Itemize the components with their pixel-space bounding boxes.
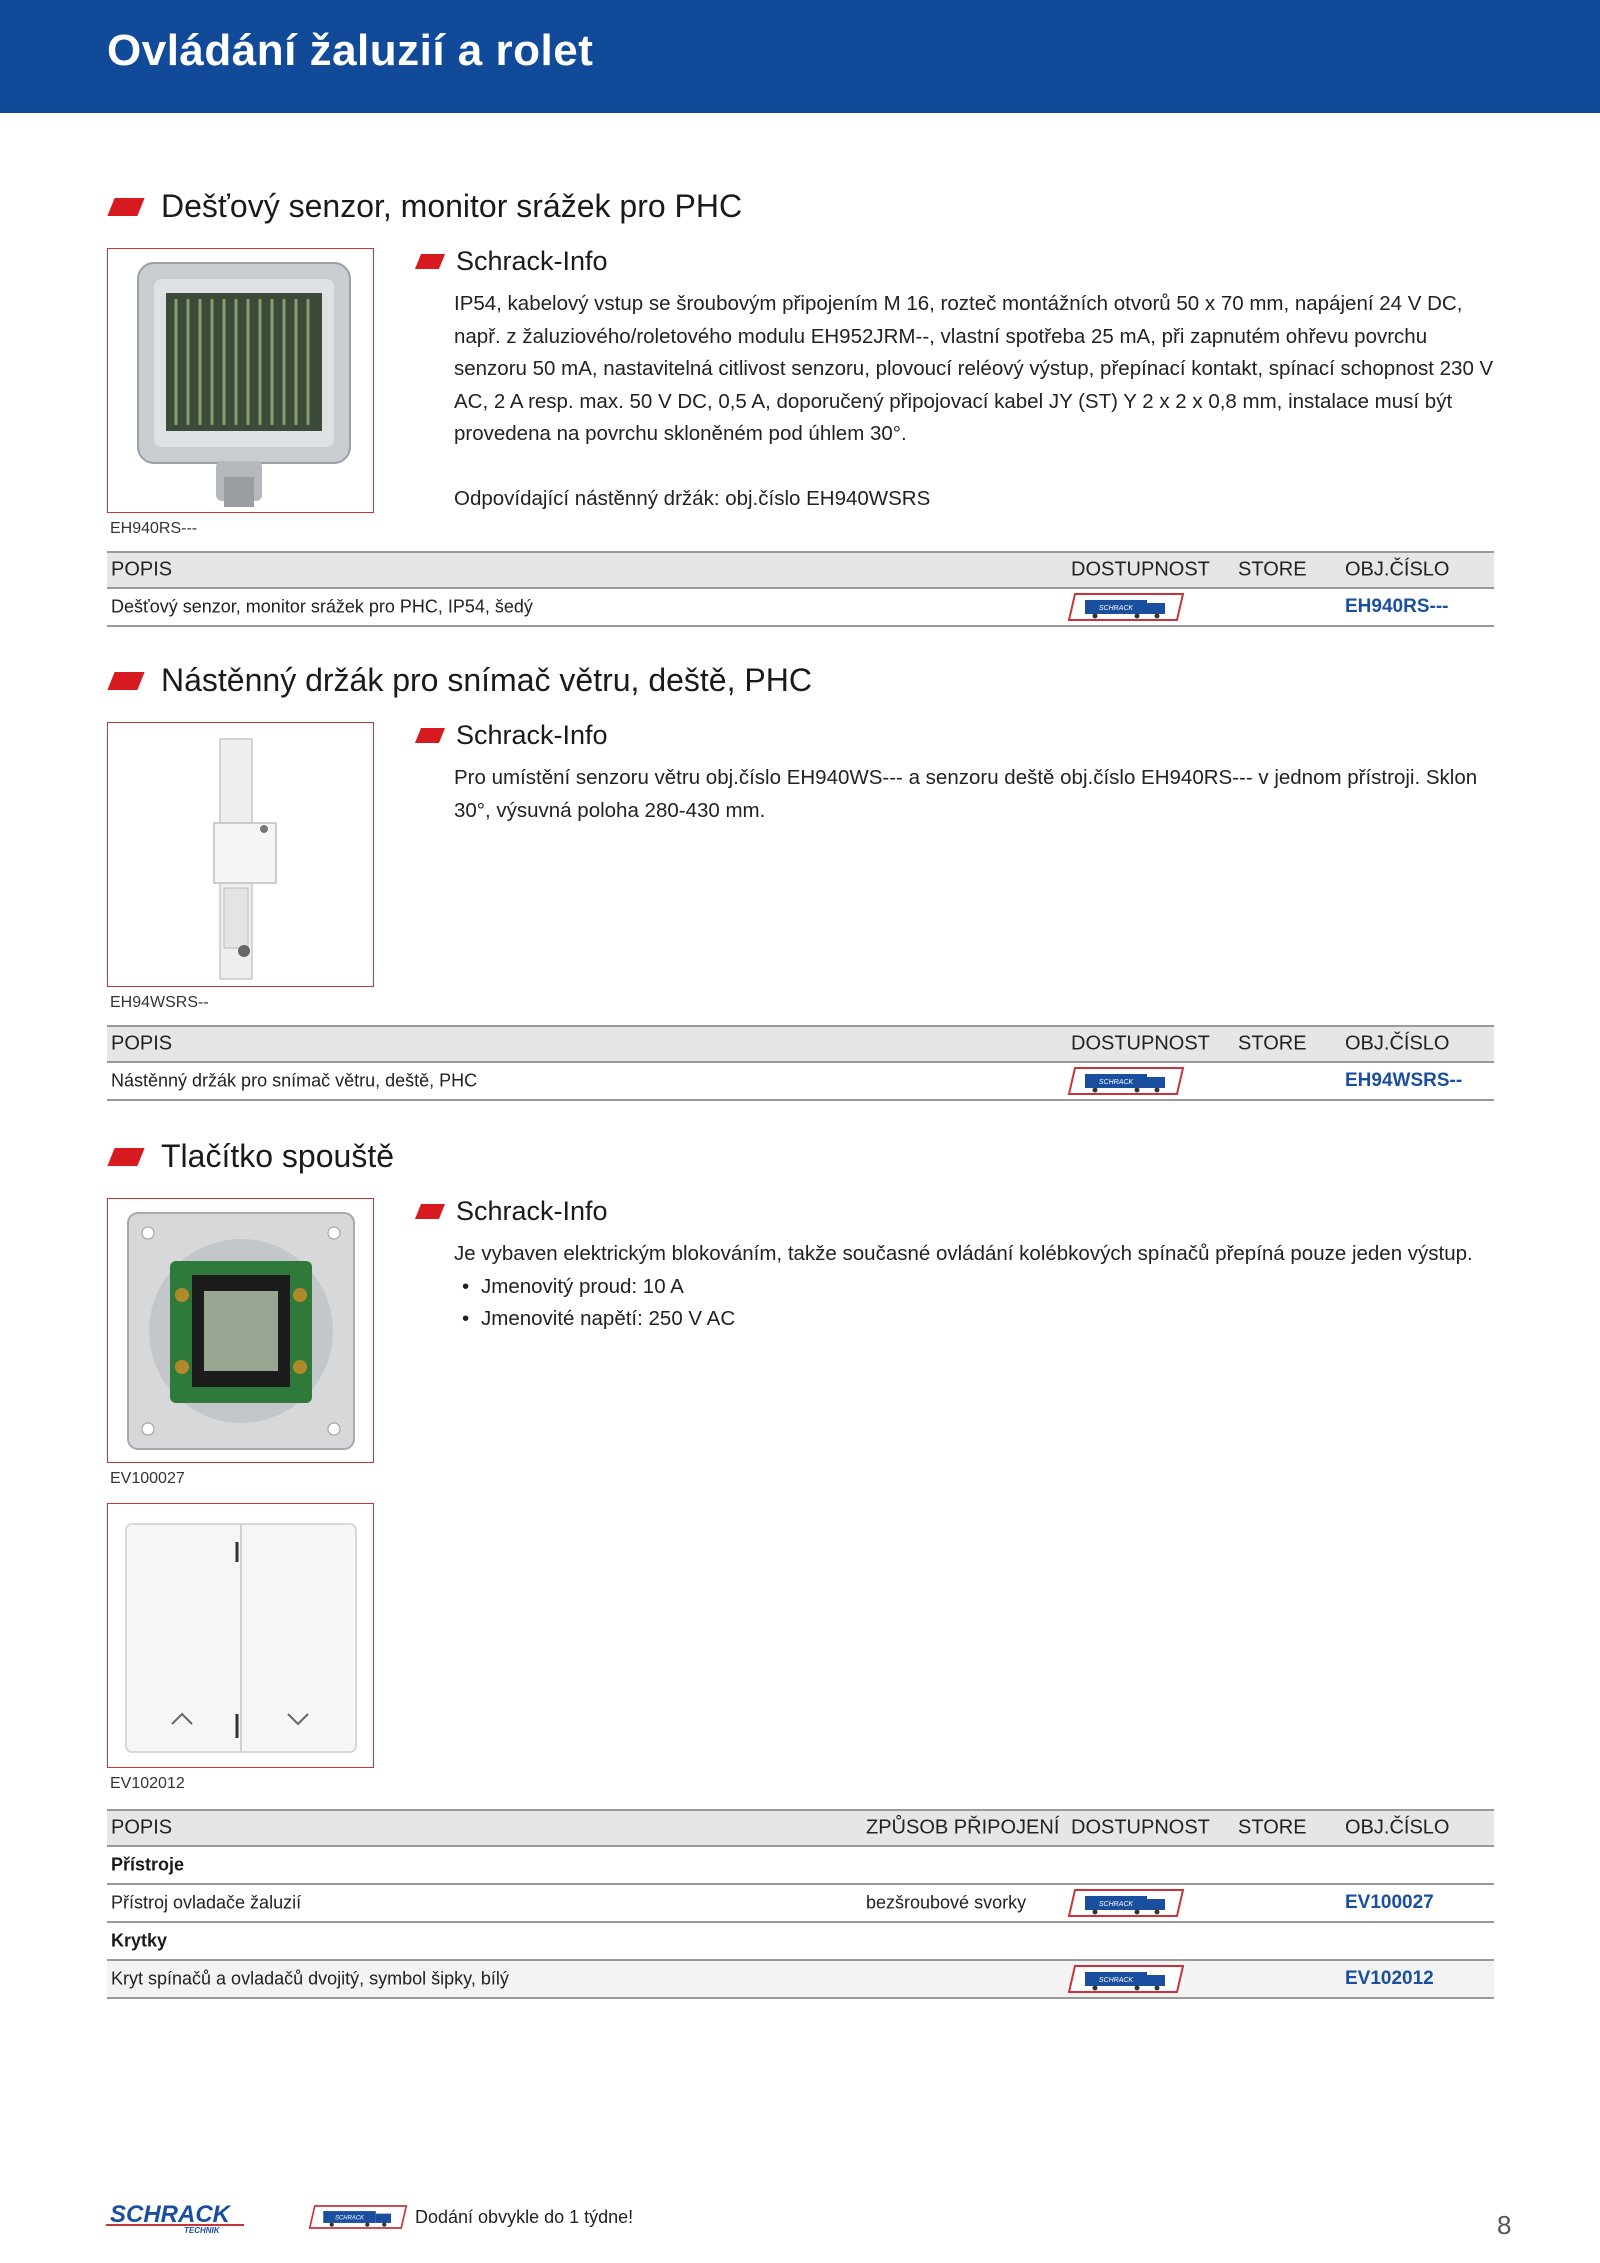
row-zpusob: bezšroubové svorky (866, 1892, 1027, 1913)
order-number-link[interactable]: EV102012 (1345, 1968, 1434, 1989)
product-image-switch-cover (107, 1503, 374, 1768)
group-label: Přístroje (111, 1854, 185, 1875)
switch-cover-image (108, 1504, 374, 1768)
order-number-link[interactable]: EH940RS--- (1345, 596, 1449, 617)
info-text (454, 288, 1494, 515)
rain-sensor-image (108, 249, 374, 513)
image-caption: EV102012 (110, 1775, 185, 1792)
wall-holder-image (108, 723, 374, 987)
schrack-info-title (414, 246, 608, 277)
section-title-rain-sensor (107, 188, 742, 225)
image-caption: EV100027 (110, 1470, 185, 1487)
red-marker-icon (107, 672, 144, 690)
truck-label: SCHRACK (1098, 1977, 1134, 1984)
info-paragraph: Pro umístění senzoru větru obj.číslo EH940WS--- a senzoru deště obj.číslo EH940RS--- v jednom přístroji. Sklon 30°, výsuvná poloha 280-430 mm. (454, 766, 1478, 822)
table-row (107, 1961, 1494, 1999)
product-table-trigger-button (107, 1809, 1494, 1999)
switch-insert-image (108, 1199, 374, 1463)
col-header-popis: POPIS (111, 558, 173, 581)
order-number-link[interactable]: EV100027 (1345, 1892, 1434, 1913)
col-header-zpusob: ZPŮSOB PŘIPOJENÍ (866, 1816, 1060, 1839)
info-paragraph: IP54, kabelový vstup se šroubovým připojením M 16, rozteč montážních otvorů 50 x 70 mm, napájení 24 V DC, např. z žaluziového/roletového modulu EH952JRM--, vlastní spotřeba 25 mA, při zapnutém ohřevu povrchu senzoru 50 mA, nastavitelná citlivost senzoru, plovoucí reléový výstup, přepínací kontakt, spínací schopnost 230 V AC, 2 A resp. max. 50 V DC, 0,5 A, doporučený připojovací kabel JY (ST) Y 2 x 2 x 0,8 mm, instalace musí být provedena na povrchu skloněném pod úhlem 30°. (454, 292, 1494, 445)
table-row (107, 1885, 1494, 1923)
truck-label: SCHRACK (1098, 1901, 1134, 1908)
schrack-info-title (414, 720, 608, 751)
section-title-text: Tlačítko spouště (161, 1138, 394, 1174)
row-popis: Nástěnný držák pro snímač větru, deště, PHC (111, 1070, 478, 1091)
section-title-trigger-button (107, 1138, 394, 1175)
info-bullet-list (454, 1271, 1494, 1336)
list-item: • Jmenovité napětí: 250 V AC (454, 1303, 1494, 1336)
red-marker-icon (415, 254, 445, 269)
info-title-text: Schrack-Info (456, 720, 608, 750)
row-popis: Dešťový senzor, monitor srážek pro PHC, IP54, šedý (111, 596, 533, 617)
schrack-logo (106, 2200, 246, 2234)
image-caption: EH940RS--- (110, 520, 198, 537)
col-header-store: STORE (1238, 558, 1307, 581)
truck-label: SCHRACK (335, 2215, 365, 2222)
section-title-text: Dešťový senzor, monitor srážek pro PHC (161, 188, 743, 224)
col-header-dostupnost: DOSTUPNOST (1071, 1816, 1210, 1839)
truck-label: SCHRACK (1098, 1079, 1134, 1086)
table-header-row (107, 1025, 1494, 1063)
product-table-wall-holder (107, 1025, 1494, 1101)
col-header-popis: POPIS (111, 1816, 173, 1839)
info-paragraph: Je vybaven elektrickým blokováním, takže současné ovládání kolébkových spínačů přepíná pouze jeden výstup. (454, 1242, 1473, 1265)
col-header-dostupnost: DOSTUPNOST (1071, 1032, 1210, 1055)
product-image-switch-insert (107, 1198, 374, 1463)
truck-label: SCHRACK (1098, 605, 1134, 612)
product-image-rain-sensor (107, 248, 374, 513)
info-text (454, 1238, 1494, 1336)
row-popis: Kryt spínačů a ovladačů dvojitý, symbol šipky, bílý (111, 1968, 509, 1989)
list-item: • Jmenovitý proud: 10 A (454, 1271, 1494, 1304)
product-image-wall-holder (107, 722, 374, 987)
red-marker-icon (415, 1204, 445, 1219)
col-header-dostupnost: DOSTUPNOST (1071, 558, 1210, 581)
delivery-note: Dodání obvykle do 1 týdne! (415, 2207, 634, 2227)
section-title-text: Nástěnný držák pro snímač větru, deště, PHC (161, 662, 812, 698)
delivery-truck-icon (1067, 1888, 1185, 1918)
section-title-wall-holder (107, 662, 812, 699)
info-title-text: Schrack-Info (456, 246, 608, 276)
red-marker-icon (107, 1148, 144, 1166)
red-marker-icon (415, 728, 445, 743)
page-title: Ovládání žaluzií a rolet (107, 26, 594, 75)
logo-text: SCHRACK (110, 2201, 230, 2228)
col-header-store: STORE (1238, 1032, 1307, 1055)
delivery-truck-icon (1067, 1066, 1185, 1096)
delivery-truck-icon (308, 2204, 408, 2230)
row-popis: Přístroj ovladače žaluzií (111, 1892, 302, 1913)
page-header (0, 0, 1600, 113)
col-header-obj: OBJ.ČÍSLO (1345, 558, 1450, 581)
col-header-store: STORE (1238, 1816, 1307, 1839)
col-header-popis: POPIS (111, 1032, 173, 1055)
schrack-info-title (414, 1196, 608, 1227)
logo-subtext: TECHNIK (184, 2226, 220, 2234)
table-group-row (107, 1923, 1494, 1961)
table-header-row (107, 1809, 1494, 1847)
delivery-truck-icon (1067, 592, 1185, 622)
group-label: Krytky (111, 1930, 168, 1951)
table-row (107, 589, 1494, 627)
order-number-link[interactable]: EH94WSRS-- (1345, 1070, 1463, 1091)
info-note: Odpovídající nástěnný držák: obj.číslo EH940WSRS (454, 486, 931, 510)
col-header-obj: OBJ.ČÍSLO (1345, 1032, 1450, 1055)
page-number: 8 (1497, 2210, 1512, 2240)
product-table-rain-sensor (107, 551, 1494, 627)
table-row (107, 1063, 1494, 1101)
red-marker-icon (107, 198, 144, 216)
info-title-text: Schrack-Info (456, 1196, 608, 1226)
col-header-obj: OBJ.ČÍSLO (1345, 1816, 1450, 1839)
table-header-row (107, 551, 1494, 589)
info-text (454, 762, 1494, 827)
table-group-row (107, 1847, 1494, 1885)
delivery-truck-icon (1067, 1964, 1185, 1994)
image-caption: EH94WSRS-- (110, 994, 209, 1011)
